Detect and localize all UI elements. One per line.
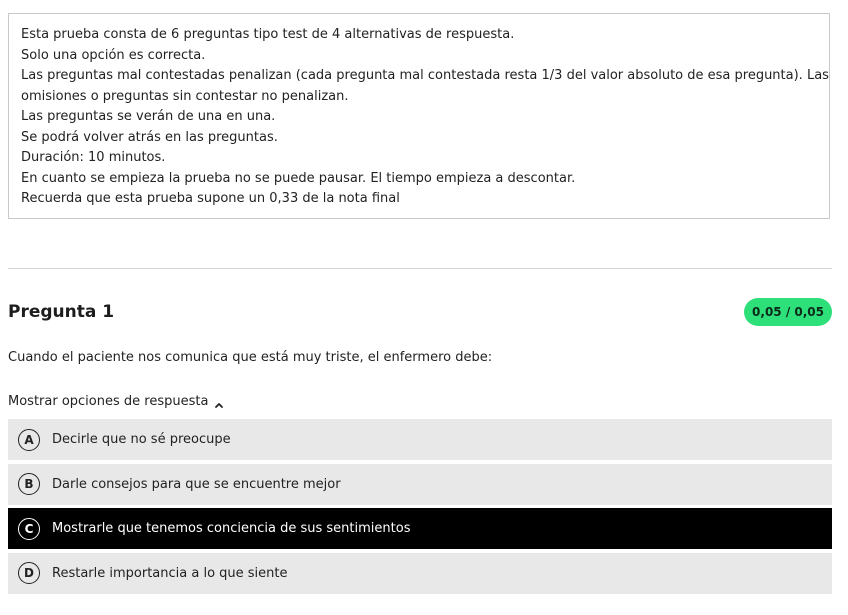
option-text: Mostrarle que tenemos conciencia de sus sentimientos bbox=[52, 521, 411, 537]
option-letter-badge: B bbox=[18, 473, 40, 495]
answer-options bbox=[8, 419, 832, 597]
instructions-box bbox=[8, 13, 830, 219]
instruction-line: Las preguntas mal contestadas penalizan (cada pregunta mal contestada resta 1/3 del valor absoluto de esa pregunta). Las bbox=[21, 68, 829, 83]
instruction-line: omisiones o preguntas sin contestar no penalizan. bbox=[21, 88, 349, 104]
option-text: Restarle importancia a lo que siente bbox=[52, 565, 288, 581]
answer-option-c[interactable] bbox=[8, 508, 832, 549]
instruction-line: Recuerda que esta prueba supone un 0,33 de la nota final bbox=[21, 191, 400, 206]
section-divider bbox=[8, 268, 832, 269]
show-answer-options-toggle[interactable] bbox=[8, 392, 224, 412]
instruction-line: Las preguntas se verán de una en una. bbox=[21, 109, 276, 124]
chevron-up-icon bbox=[214, 397, 224, 407]
instruction-line: Duración: 10 minutos. bbox=[21, 150, 166, 165]
instruction-line: Solo una opción es correcta. bbox=[21, 47, 206, 63]
answer-option-d[interactable] bbox=[8, 553, 832, 594]
instruction-line: Esta prueba consta de 6 preguntas tipo test de 4 alternativas de respuesta. bbox=[21, 27, 515, 42]
question-text: Cuando el paciente nos comunica que está muy triste, el enfermero debe: bbox=[8, 350, 493, 365]
option-text: Darle consejos para que se encuentre mejor bbox=[52, 476, 341, 492]
option-letter-badge: C bbox=[18, 518, 40, 540]
option-letter-badge: A bbox=[18, 429, 40, 451]
answer-option-a[interactable] bbox=[8, 419, 832, 460]
answer-option-b[interactable] bbox=[8, 464, 832, 505]
toggle-label: Mostrar opciones de respuesta bbox=[8, 394, 209, 409]
score-badge: 0,05 / 0,05 bbox=[744, 298, 832, 326]
option-letter-badge: D bbox=[18, 562, 40, 584]
instruction-line: En cuanto se empieza la prueba no se puede pausar. El tiempo empieza a descontar. bbox=[21, 170, 576, 186]
instruction-line: Se podrá volver atrás en las preguntas. bbox=[21, 129, 278, 145]
option-text: Decirle que no sé preocupe bbox=[52, 432, 231, 447]
question-title: Pregunta 1 bbox=[8, 302, 115, 322]
